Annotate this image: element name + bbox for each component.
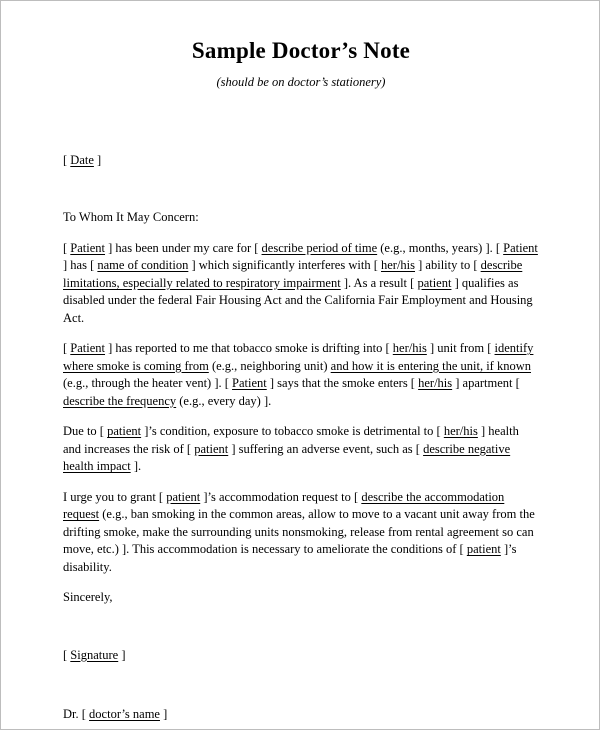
text-segment: (e.g., months, years) ]. [ <box>377 240 504 255</box>
text-segment: ]. As a result [ <box>340 275 418 290</box>
placeholder-field: and how it is entering the unit, if known <box>330 358 531 373</box>
placeholder-field: her/his <box>392 341 427 356</box>
text-segment: ] health and increases the risk of [ <box>63 424 519 456</box>
doctor-name-line <box>63 706 539 724</box>
body-paragraph-1 <box>63 240 539 328</box>
text-segment: ]. <box>130 459 142 474</box>
placeholder-field: Signature <box>70 647 119 662</box>
text-segment: ] has reported to me that tobacco smoke is drifting into [ <box>105 341 393 356</box>
text-segment: [ <box>63 647 71 662</box>
placeholder-field: patient <box>417 275 452 290</box>
text-segment: ] <box>159 707 168 722</box>
text-segment: Due to [ <box>63 424 108 439</box>
placeholder-field: patient <box>107 424 142 439</box>
closing: Sincerely, <box>63 590 113 605</box>
text-segment: ] has been under my care for [ <box>105 240 262 255</box>
signature-line <box>63 647 539 665</box>
text-segment: ] ability to [ <box>415 258 481 273</box>
text-segment: Dr. [ <box>63 707 90 722</box>
placeholder-field: patient <box>194 441 229 456</box>
date-line <box>63 152 539 170</box>
placeholder-field: her/his <box>443 424 478 439</box>
placeholder-field: describe limitations, especially related to respiratory impairment <box>63 258 523 290</box>
text-segment: I urge you to grant [ <box>63 489 167 504</box>
placeholder-field: her/his <box>380 258 416 273</box>
text-segment: ] <box>93 152 102 167</box>
text-segment: [ <box>63 240 71 255</box>
text-segment: [ <box>63 152 71 167</box>
text-segment: ] <box>118 647 126 662</box>
text-segment: ] has [ <box>63 258 98 273</box>
placeholder-field: Patient <box>503 240 538 255</box>
placeholder-field: identify where smoke is coming from <box>63 341 534 373</box>
placeholder-field: her/his <box>418 376 453 391</box>
placeholder-field: Patient <box>232 376 267 391</box>
text-segment: (e.g., neighboring unit) <box>208 358 331 373</box>
document-title: Sample Doctor’s Note <box>191 38 411 63</box>
text-segment: ]’s disability. <box>63 542 517 574</box>
salutation: To Whom It May Concern: <box>63 210 199 225</box>
placeholder-field: doctor’s name <box>89 707 160 722</box>
text-segment: (e.g., ban smoking in the common areas, allow to move to a vacant unit away from the drifting smoke, make the surrounding units nonsmoking, release from rental agreement so can move, etc.) ]. This accommodation is necessary to ameliorate the conditions of [ <box>63 507 535 557</box>
text-segment: ] unit from [ <box>426 341 495 356</box>
text-segment: [ <box>63 341 71 356</box>
text-segment: ] which significantly interferes with [ <box>188 258 381 273</box>
body-paragraph-4 <box>63 489 539 577</box>
text-segment: (e.g., every day) ]. <box>176 393 272 408</box>
text-segment: (e.g., through the heater vent) ]. [ <box>63 376 233 391</box>
text-segment: ] suffering an adverse event, such as [ <box>228 441 424 456</box>
text-segment: ] says that the smoke enters [ <box>266 376 419 391</box>
placeholder-field: Patient <box>70 341 106 356</box>
text-segment: ] qualifies as disabled under the federal Fair Housing Act and the California Fair Employment and Housing Act. <box>63 275 533 325</box>
placeholder-field: describe negative health impact <box>63 441 511 474</box>
document-subtitle: (should be on doctor’s stationery) <box>216 75 386 90</box>
text-segment: ]’s accommodation request to [ <box>200 489 362 504</box>
placeholder-field: Date <box>70 152 94 167</box>
placeholder-field: patient <box>166 489 201 504</box>
text-segment: ] apartment [ <box>452 376 520 391</box>
placeholder-field: describe the frequency <box>63 393 177 408</box>
placeholder-field: name of condition <box>97 258 189 273</box>
body-paragraph-2 <box>63 340 539 410</box>
placeholder-field: Patient <box>70 240 106 255</box>
text-segment: ]’s condition, exposure to tobacco smoke is detrimental to [ <box>141 424 444 439</box>
body-paragraph-3 <box>63 423 539 476</box>
placeholder-field: describe period of time <box>261 240 378 255</box>
placeholder-field: describe the accommodation request <box>63 489 505 522</box>
placeholder-field: patient <box>466 542 501 557</box>
